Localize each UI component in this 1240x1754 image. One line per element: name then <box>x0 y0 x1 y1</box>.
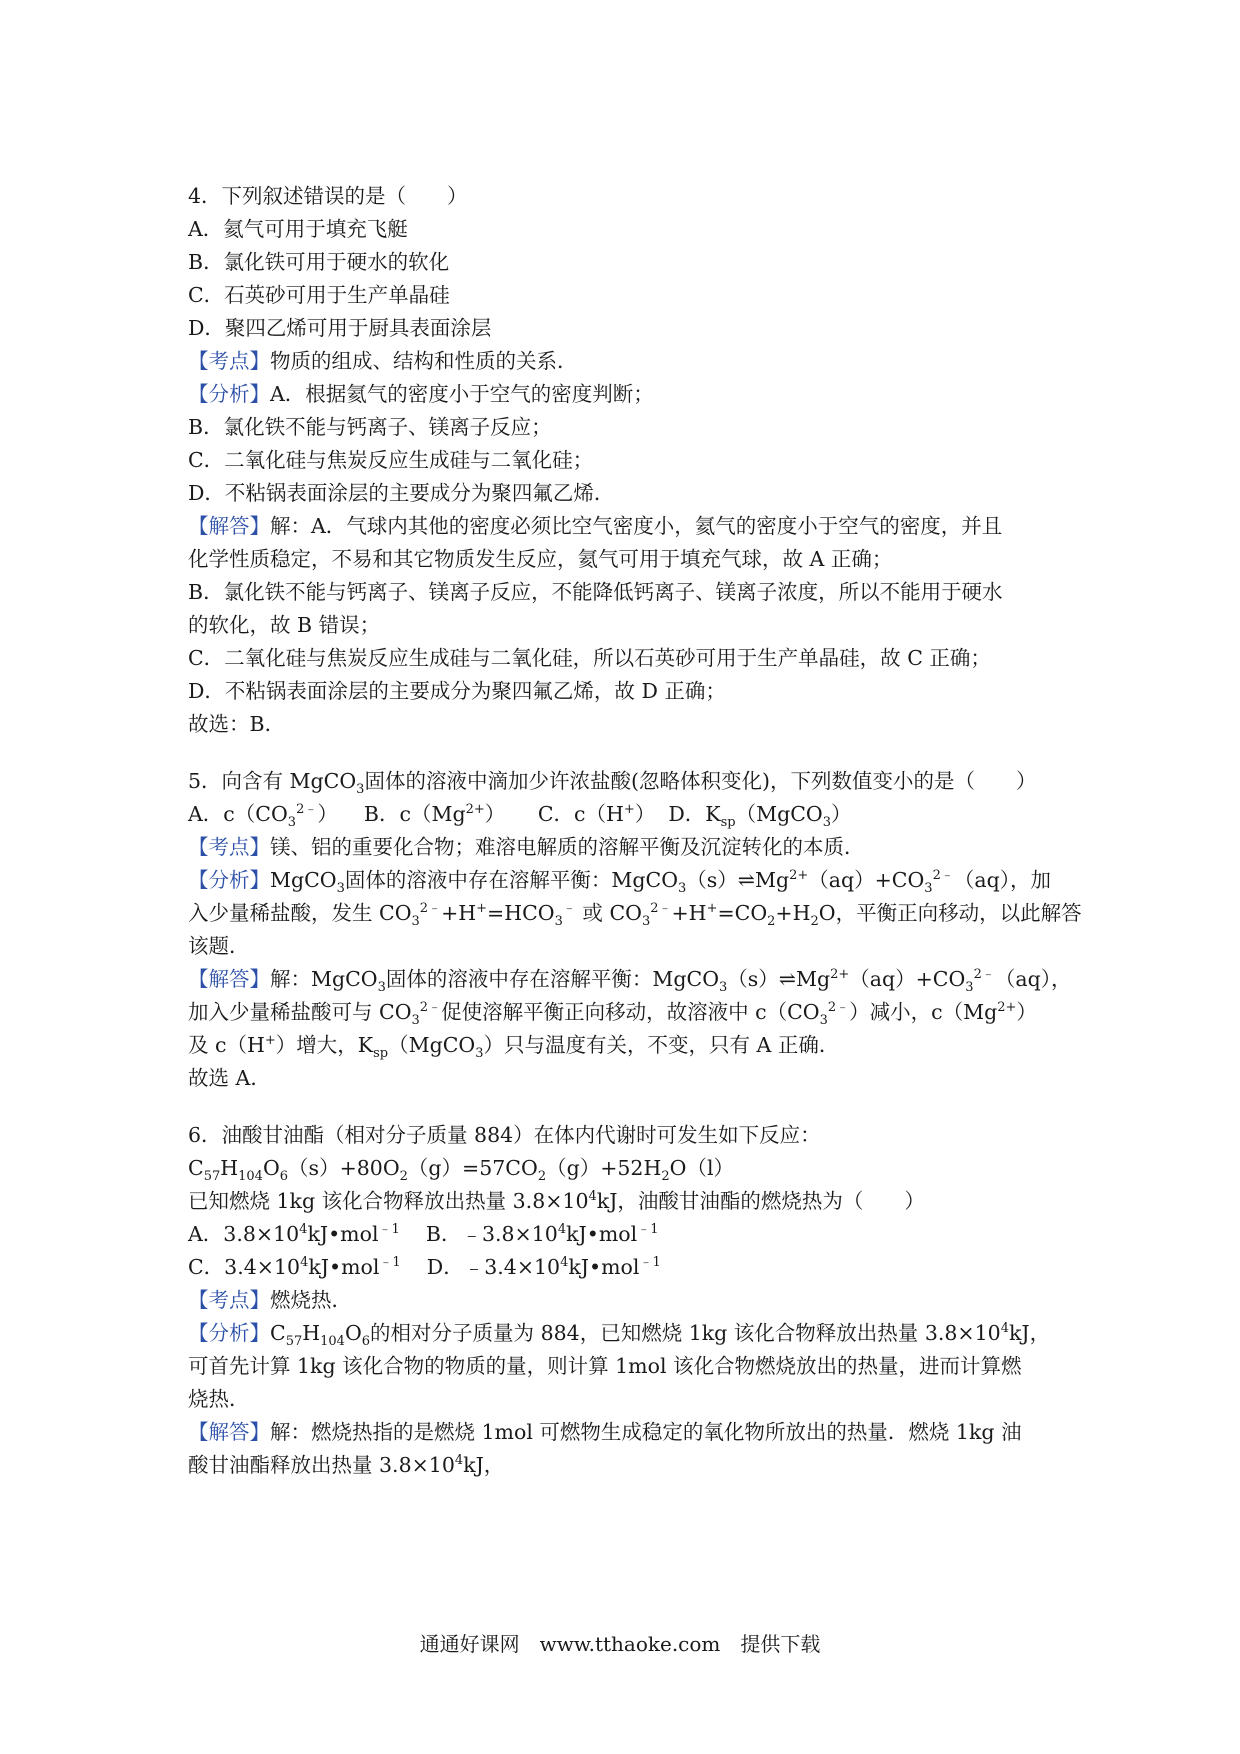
q4-jieda-line: B．氯化铁不能与钙离子、镁离子反应，不能降低钙离子、镁离子浓度，所以不能用于硬水 <box>188 580 1003 604</box>
q6-kaodian: 【考点】燃烧热． <box>188 1288 352 1312</box>
q4-option-d: D．聚四乙烯可用于厨具表面涂层 <box>188 316 492 340</box>
q6-jieda-line: 酸甘油酯释放出热量 $3.8\times 10^4kJ$， <box>188 1453 505 1477</box>
q4-jieda-line: C．二氧化硅与焦炭反应生成硅与二氧化硅，所以石英砂可用于生产单晶硅，故 C 正确； <box>188 646 991 670</box>
q6-fenxi-line: 可首先计算 1kg 该化合物的物质的量，则计算 1mol 该化合物燃烧放出的热量，进而计算燃 <box>188 1354 1022 1378</box>
q4-kaodian: 【考点】物质的组成、结构和性质的关系． <box>188 349 578 373</box>
jieda-tag: 【解答】 <box>188 967 270 991</box>
q5-answer: 故选 A． <box>188 1066 271 1090</box>
q4-answer: 故选：B． <box>188 712 286 736</box>
q6-fenxi-line: 烧热． <box>188 1387 250 1411</box>
q5-fenxi-line: 入少量稀盐酸，发生 $CO_3^{2﹣}+H^+=HCO_3^﹣$ 或 $CO_3^{2﹣}+H^+=CO_2+H_2O$，平衡正向移动，以此解答 <box>188 901 1082 930</box>
q5-option-d: D．K <box>668 802 721 826</box>
jieda-tag: 【解答】 <box>188 1420 270 1444</box>
fenxi-tag: 【分析】 <box>188 382 270 406</box>
q5-kaodian: 【考点】镁、铝的重要化合物；难溶电解质的溶解平衡及沉淀转化的本质． <box>188 835 865 859</box>
q5-option-b: B．c（Mg <box>363 802 466 826</box>
q4-jieda-line: D．不粘锅表面涂层的主要成分为聚四氟乙烯，故 D 正确； <box>188 679 726 703</box>
q6-option-d: D．﹣3.4×10 <box>426 1255 561 1279</box>
q6-jieda: 【解答】解：燃烧热指的是燃烧 1mol 可燃物生成稳定的氧化物所放出的热量．燃烧 1kg 油 <box>188 1420 1022 1444</box>
q5-jieda-line: 及 c（H+）增大，$K_{sp}(MgCO_3)$只与温度有关，不变，只有 A 正确． <box>188 1033 840 1062</box>
q4-fenxi-line: B．氯化铁不能与钙离子、镁离子反应； <box>188 415 552 439</box>
fenxi-tag: 【分析】 <box>188 868 270 892</box>
q5-fenxi: 【分析】MgCO$_3$固体的溶液中存在溶解平衡：$MgCO_3(s)\rightleftharpoons Mg^{2+}(aq)+CO_3^{2﹣}(aq)$，加 <box>188 868 1051 897</box>
q5-jieda-line: 加入少量稀盐酸可与 $CO_3^{2﹣}$促使溶解平衡正向移动，故溶液中 $c(CO_3^{2﹣})$减小，$c(Mg^{2+})$ <box>188 1000 1037 1029</box>
q4-jieda-line: 化学性质稳定，不易和其它物质发生反应，氦气可用于填充气球，故 A 正确； <box>188 547 893 571</box>
kaodian-tag: 【考点】 <box>188 1288 270 1312</box>
q5-jieda: 【解答】解：MgCO$_3$固体的溶液中存在溶解平衡：$MgCO_3(s)\rightleftharpoons Mg^{2+}(aq)+CO_3^{2﹣}(aq)$， <box>188 967 1072 996</box>
q4-option-c: C．石英砂可用于生产单晶硅 <box>188 283 450 307</box>
q4-fenxi: 【分析】A．根据氦气的密度小于空气的密度判断； <box>188 382 654 406</box>
page-footer: 通通好课网 www.tthaoke.com 提供下载 <box>419 1632 821 1656</box>
q6-option-a: A．3.8×10 <box>188 1222 300 1246</box>
q5-stem: 5．向含有 MgCO$_3$固体的溶液中滴加少许浓盐酸(忽略体积变化)，下列数值变小的是（ ） <box>188 769 1037 798</box>
q4-jieda: 【解答】解：A．气球内其他的密度必须比空气密度小，氦气的密度小于空气的密度，并且 <box>188 514 1003 538</box>
q5-options: A．$c(CO_3^{2﹣})$ B．$c(Mg^{2+})$ C．c（H+） D．$K_{sp}(MgCO_3)$ <box>188 802 852 831</box>
kaodian-tag: 【考点】 <box>188 349 270 373</box>
fenxi-tag: 【分析】 <box>188 1321 270 1345</box>
q6-stem-2: 已知燃烧 1kg 该化合物释放出热量 $3.8\times 10^4kJ$，油酸甘油酯的燃烧热为（ ） <box>188 1189 925 1213</box>
q6-option-c: C．3.4×10 <box>188 1255 301 1279</box>
q6-equation: $C_{57}H_{104}O_6(s)+80O_2(g)=57CO_2(g)+52H_2O(l)$ <box>188 1156 735 1185</box>
q4-stem: 4．下列叙述错误的是（ ） <box>188 184 468 208</box>
spacer <box>188 741 1068 765</box>
q6-fenxi: 【分析】$C_{57}H_{104}O_6$的相对分子质量为 884，已知燃烧 1kg 该化合物释放出热量 $3.8\times 10^4kJ$， <box>188 1321 1051 1350</box>
document-body <box>188 180 1082 1482</box>
q4-jieda-line: 的软化，故 B 错误； <box>188 613 381 637</box>
q6-options-cd: C．$3.4\times 10^4kJ•mol^{﹣1}$ D．$﹣3.4\times 10^4kJ•mol^{﹣1}$ <box>188 1255 661 1279</box>
q5-option-a: A．c（CO <box>188 802 288 826</box>
q4-option-a: A．氦气可用于填充飞艇 <box>188 217 408 241</box>
q5-option-c: C．c（H <box>537 802 624 826</box>
q6-option-b: B．﹣3.8×10 <box>425 1222 558 1246</box>
spacer <box>188 1095 1068 1119</box>
q6-stem: 6．油酸甘油酯（相对分子质量 884）在体内代谢时可发生如下反应： <box>188 1123 821 1147</box>
kaodian-tag: 【考点】 <box>188 835 270 859</box>
q4-fenxi-line: C．二氧化硅与焦炭反应生成硅与二氧化硅； <box>188 448 594 472</box>
q6-options-ab: A．$3.8\times 10^4kJ•mol^{﹣1}$ B．$﹣3.8\times 10^4kJ•mol^{﹣1}$ <box>188 1222 659 1246</box>
q5-fenxi-line: 该题． <box>188 934 250 958</box>
q4-option-b: B．氯化铁可用于硬水的软化 <box>188 250 450 274</box>
jieda-tag: 【解答】 <box>188 514 270 538</box>
q4-fenxi-line: D．不粘锅表面涂层的主要成分为聚四氟乙烯． <box>188 481 615 505</box>
